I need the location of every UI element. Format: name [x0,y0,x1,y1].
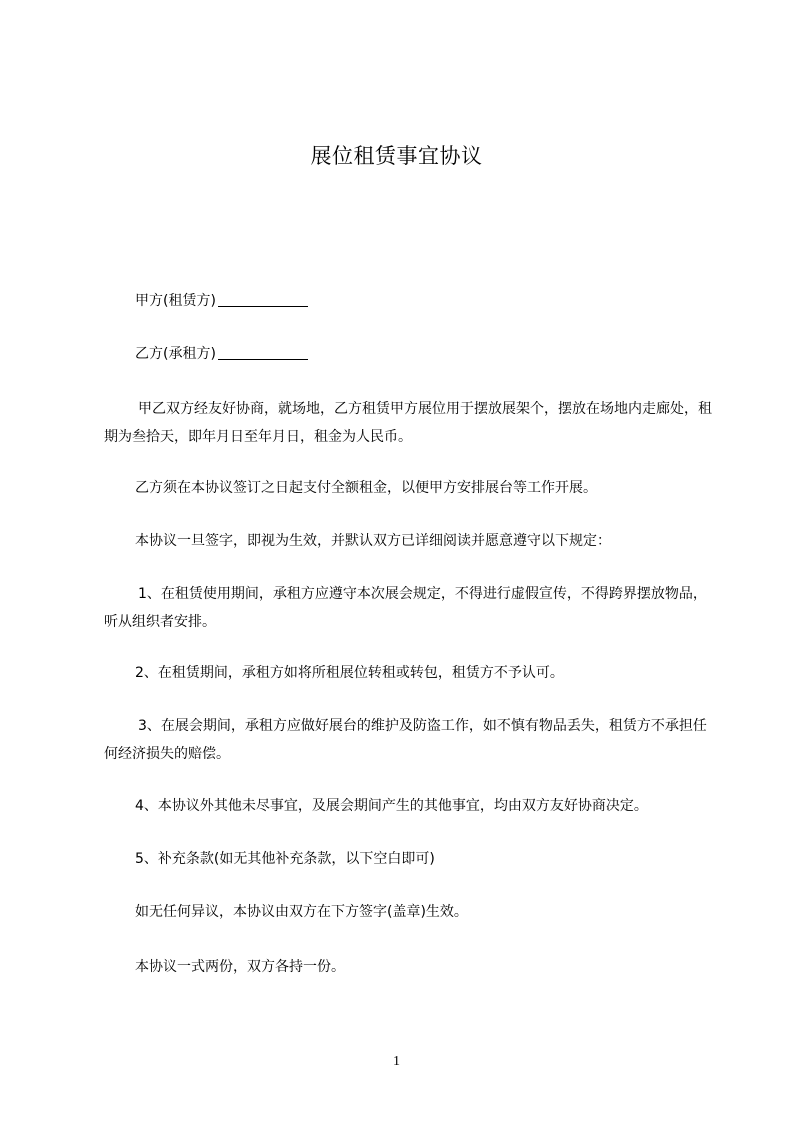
paragraph-copies: 本协议一式两份，双方各持一份。 [135,959,345,975]
page-number: 1 [393,1054,400,1069]
clause-3: 3、在展会期间，承租方应做好展台的维护及防盗工作，如不慎有物品丢失，租赁方不承担任何经济损失的赔偿。 [104,718,707,762]
party-a-blank [218,292,308,307]
paragraph-signature: 如无任何异议，本协议由双方在下方签字(盖章)生效。 [135,904,468,920]
party-b-label: 乙方(承租方) [135,346,216,362]
clause-1: 1、在租赁使用期间，承租方应遵守本次展会规定，不得进行虚假宣传，不得跨界摆放物品，听从组织者安排。 [104,586,707,630]
clause-4: 4、本协议外其他未尽事宜，及展会期间产生的其他事宜，均由双方友好协商决定。 [135,798,648,814]
party-b-line [104,340,716,368]
document-title: 展位租赁事宜协议 [310,144,483,168]
paragraph-effect: 本协议一旦签字，即视为生效，并默认双方已详细阅读并愿意遵守以下规定： [135,533,611,549]
paragraph-intro: 甲乙双方经友好协商，就场地，乙方租赁甲方展位用于摆放展架个，摆放在场地内走廊处，租期为叁拾天，即年月日至年月日，租金为人民币。 [104,401,712,445]
party-b-blank [218,345,308,360]
party-a-label: 甲方(租赁方) [135,293,216,309]
clause-2: 2、在租赁期间，承租方如将所租展位转租或转包，租赁方不予认可。 [135,665,564,681]
paragraph-payment: 乙方须在本协议签订之日起支付全额租金，以便甲方安排展台等工作开展。 [135,480,597,496]
party-a-line [104,287,716,315]
clause-5: 5、补充条款(如无其他补充条款，以下空白即可) [135,851,435,867]
